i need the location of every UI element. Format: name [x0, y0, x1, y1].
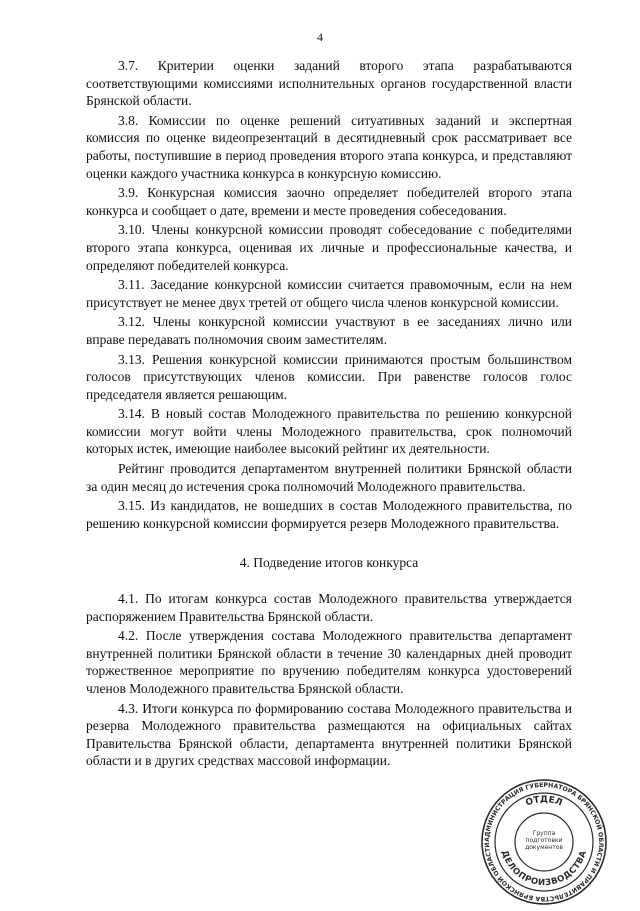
paragraph-3-12: 3.12. Члены конкурсной комиссии участвуют в ее заседаниях лично или вправе передавать полномочия своим заместителям. [86, 314, 572, 347]
paragraph-3-9: 3.9. Конкурсная комиссия заочно определяет победителей второго этапа конкурса и сообщает о дате, времени и месте проведения собеседования. [86, 185, 572, 218]
paragraph-3-10: 3.10. Члены конкурсной комиссии проводят собеседование с победителями второго этапа конкурса, оценивая их личные и профессиональные качества, и определяют победителей конкурса. [86, 222, 572, 273]
paragraph-4-2: 4.2. После утверждения состава Молодежного правительства департамент внутренней политики Брянской области в течение 30 календарных дней проводит торжественное мероприятие по вручению победителям конкурса удостоверений членов Молодежного правительства Брянской области. [86, 628, 572, 696]
page-number: 4 [317, 30, 323, 44]
document-body [86, 57, 572, 772]
paragraph-rating: Рейтинг проводится департаментом внутренней политики Брянской области за один месяц до истечения срока полномочий Молодежного правительства. [86, 461, 572, 494]
paragraph-3-8: 3.8. Комиссии по оценке решений ситуативных заданий и экспертная комиссия по оценке видеопрезентаций в десятидневный срок рассматривает все работы, поступившие в период проведения второго этапа конкурса, и представляют оценки каждого участника конкурса в конкурсную комиссию. [86, 112, 572, 181]
paragraph-3-11: 3.11. Заседание конкурсной комиссии считается правомочным, если на нем присутствует не менее двух третей от общего числа членов конкурсной комиссии. [86, 277, 572, 310]
svg-text:ОТДЕЛ [524, 795, 563, 809]
paragraph-3-13: 3.13. Решения конкурсной комиссии принимаются простым большинством голосов присутствующих членов комиссии. При равенстве голосов голос председателя является решающим. [86, 351, 572, 402]
section-heading: 4. Подведение итогов конкурса [239, 555, 419, 571]
paragraph-4-3: 4.3. Итоги конкурса по формированию состава Молодежного правительства и резерва Молодежного правительства размещаются на официальных сайтах Правительства Брянской области, департамента внутренней политики Брянской области и в других средствах массовой информации. [86, 700, 572, 769]
office-stamp [480, 778, 608, 906]
stamp-line-2: ДЕЛОПРОИЗВОДСТВА [499, 849, 589, 889]
paragraph-3-7: 3.7. Критерии оценки заданий второго этапа разрабатываются соответствующими комиссиями исполнительных органов государственной власти Брянской области. [86, 58, 572, 109]
stamp-center-text: Группа подготовки документов [525, 830, 563, 851]
paragraph-4-1: 4.1. По итогам конкурса состав Молодежного правительства утверждается распоряжением Правительства Брянской области. [86, 591, 572, 624]
stamp-seal [480, 778, 608, 906]
stamp-line-1: ОТДЕЛ [524, 794, 564, 809]
stamp-ring-text: АДМИНИСТРАЦИЯ ГУБЕРНАТОРА БРЯНСКОЙ ОБЛАСТИ И ПРАВИТЕЛЬСТВА БРЯНСКОЙ ОБЛАСТИ [483, 781, 605, 903]
paragraph-3-14: 3.14. В новый состав Молодежного правительства по решению конкурсной комиссии могут войти члены Молодежного правительства, срок полномочий которых истек, имеющие наиболее высокий рейтинг их деятельности. [86, 406, 572, 457]
paragraph-3-15: 3.15. Из кандидатов, не вошедших в состав Молодежного правительства, по решению конкурсной комиссии формируется резерв Молодежного правительства. [86, 498, 572, 531]
